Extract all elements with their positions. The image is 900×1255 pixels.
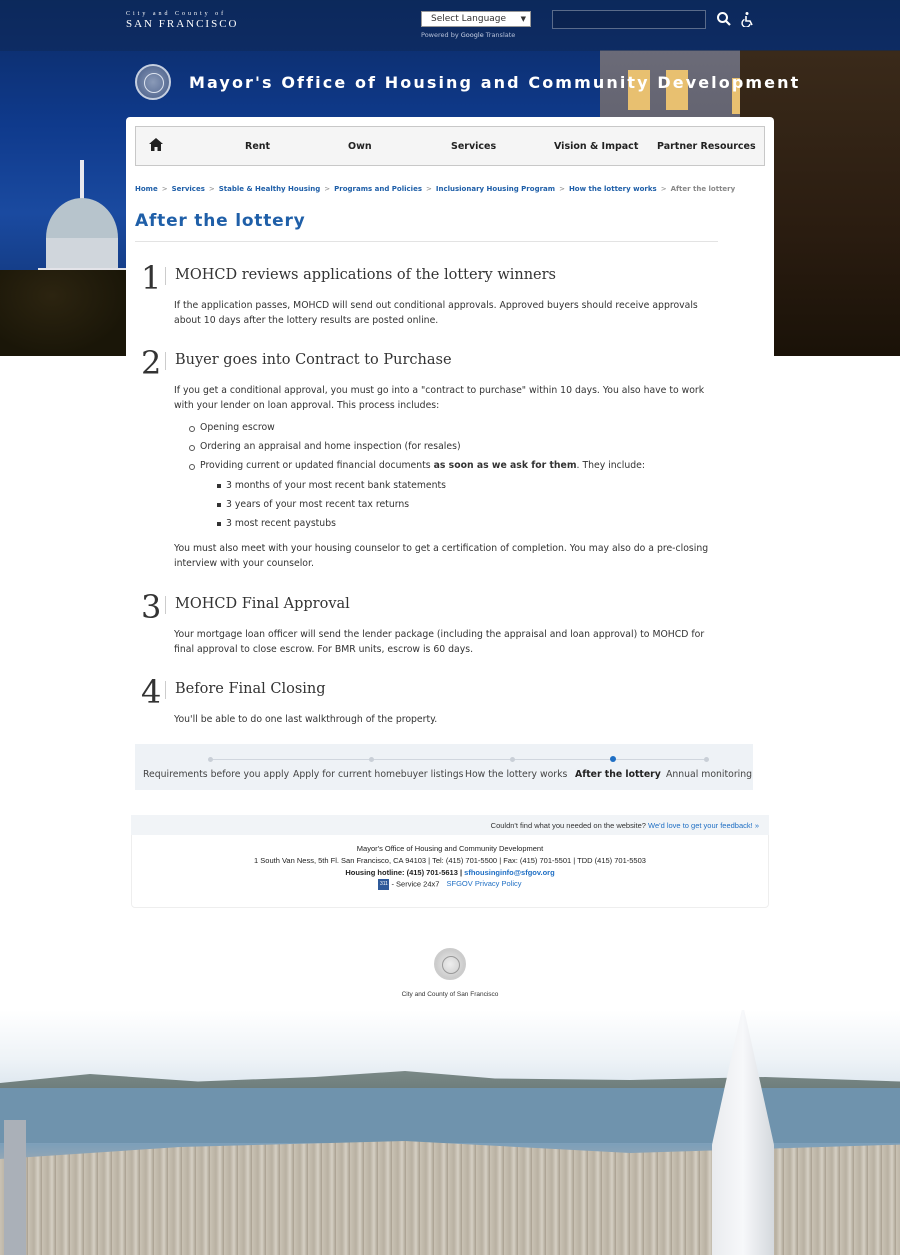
bullet3-bold: as soon as we ask for them xyxy=(433,460,577,471)
footer-hotline-line xyxy=(131,868,769,877)
step-4-heading: Before Final Closing xyxy=(175,681,326,697)
nav-own[interactable]: Own xyxy=(348,141,372,152)
breadcrumb-separator: > xyxy=(161,185,168,193)
breadcrumb-separator: > xyxy=(324,185,331,193)
page-title: After the lottery xyxy=(135,211,306,231)
step-divider xyxy=(165,352,166,370)
footer-email-link[interactable]: sfhousinginfo@sfgov.org xyxy=(464,868,555,877)
stepper-apply-listings[interactable]: Apply for current homebuyer listings xyxy=(293,769,464,780)
breadcrumb-programs-policies[interactable]: Programs and Policies xyxy=(334,185,422,193)
step-3-number: 3 xyxy=(141,588,162,626)
hero-trees xyxy=(0,270,130,356)
step-1-heading: MOHCD reviews applications of the lottery winners xyxy=(175,267,557,283)
process-stepper xyxy=(135,744,753,790)
language-select[interactable] xyxy=(421,11,531,27)
breadcrumb-home[interactable]: Home xyxy=(135,185,158,193)
step-1-text: If the application passes, MOHCD will send out conditional approvals. Approved buyers should receive approvals about 10 days after the lottery results are posted online. xyxy=(174,300,698,326)
step-3-text: Your mortgage loan officer will send the lender package (including the appraisal and loan approval) to MOHCD for final approval to close escrow. For BMR units, escrow is 60 days. xyxy=(174,629,705,655)
sub-list-item: 3 most recent paystubs xyxy=(226,518,336,529)
stepper-how-lottery-works[interactable]: How the lottery works xyxy=(465,769,568,780)
list-item xyxy=(200,460,645,471)
feedback-text xyxy=(491,821,759,830)
footer-service-line xyxy=(131,879,769,890)
step-divider xyxy=(165,267,166,285)
footer-hotline: Housing hotline: (415) 701-5613 | xyxy=(345,868,463,877)
accessibility-icon[interactable] xyxy=(740,11,756,27)
breadcrumb-separator: > xyxy=(660,185,667,193)
bullet3-pre: Providing current or updated financial documents xyxy=(200,460,434,471)
list-item: Opening escrow xyxy=(200,422,275,433)
step-2-text-2: You must also meet with your housing counselor to get a certification of completion. You may also do a pre-closing interview with your counselor. xyxy=(174,543,709,569)
feedback-question: Couldn't find what you needed on the website? xyxy=(490,821,646,830)
sf-logo[interactable] xyxy=(126,11,239,30)
logo-big-text: SAN FRANCISCO xyxy=(126,18,239,30)
311-icon[interactable]: 311 xyxy=(378,879,389,890)
breadcrumb-current: After the lottery xyxy=(670,185,736,193)
stepper-dot[interactable] xyxy=(208,757,213,762)
san-francisco-skyline-image xyxy=(0,1010,900,1255)
skyline-tower xyxy=(4,1120,26,1255)
search-icon[interactable] xyxy=(716,11,732,27)
stepper-dot-active[interactable] xyxy=(610,756,616,762)
footer-privacy-link[interactable]: SFGOV Privacy Policy xyxy=(446,879,522,889)
nav-rent[interactable]: Rent xyxy=(245,141,271,152)
powered-by-label: Powered by xyxy=(421,31,459,39)
stepper-requirements[interactable]: Requirements before you apply xyxy=(143,769,290,780)
title-divider xyxy=(135,241,718,242)
footer-city-name: City and County of San Francisco xyxy=(401,991,499,998)
bullet3-post: . They include: xyxy=(576,460,646,471)
nav-services[interactable]: Services xyxy=(451,141,497,152)
transamerica-pyramid xyxy=(712,1010,774,1255)
chevron-down-icon: ▼ xyxy=(520,15,526,23)
stepper-annual-monitoring[interactable]: Annual monitoring xyxy=(666,769,753,780)
breadcrumb-separator: > xyxy=(426,185,432,193)
step-4-text: You'll be able to do one last walkthrough of the property. xyxy=(174,714,438,725)
breadcrumb-stable-healthy-housing[interactable]: Stable & Healthy Housing xyxy=(218,185,321,193)
step-3-heading: MOHCD Final Approval xyxy=(175,596,350,612)
office-title[interactable]: Mayor's Office of Housing and Community Development xyxy=(189,73,801,92)
logo-small-text: City and County of xyxy=(126,11,227,17)
stepper-track xyxy=(210,759,707,760)
breadcrumb-how-lottery-works[interactable]: How the lottery works xyxy=(568,185,657,193)
language-select-value: Select Language xyxy=(431,14,507,24)
breadcrumb xyxy=(135,185,735,193)
translate-link[interactable]: Translate xyxy=(485,31,516,39)
stepper-after-lottery[interactable]: After the lottery xyxy=(575,769,661,780)
footer-service: - Service 24x7 xyxy=(391,879,440,889)
search-input[interactable] xyxy=(552,10,706,29)
sf-seal-icon xyxy=(135,64,171,100)
footer-org: Mayor's Office of Housing and Community Development xyxy=(356,844,544,853)
step-4-number: 4 xyxy=(141,673,162,711)
step-2-heading: Buyer goes into Contract to Purchase xyxy=(175,352,452,368)
step-2-number: 2 xyxy=(141,344,162,382)
breadcrumb-services[interactable]: Services xyxy=(171,185,205,193)
step-1-number: 1 xyxy=(141,259,162,297)
main-nav xyxy=(135,126,765,166)
home-icon[interactable] xyxy=(136,138,176,151)
sf-seal-footer-icon xyxy=(434,948,466,980)
list-item: Ordering an appraisal and home inspection (for resales) xyxy=(200,441,461,452)
breadcrumb-separator: > xyxy=(208,185,215,193)
step-2-text: If you get a conditional approval, you must go into a "contract to purchase" within 10 days. You also have to work with your lender on loan approval. This process includes: xyxy=(174,385,705,411)
footer-address: 1 South Van Ness, 5th Fl. San Francisco, CA 94103 | Tel: (415) 701-5500 | Fax: (415) 701-5501 | TDD (415) 701-5503 xyxy=(254,856,646,865)
sub-list-item: 3 years of your most recent tax returns xyxy=(226,499,410,510)
feedback-link[interactable]: We'd love to get your feedback! » xyxy=(648,821,759,830)
nav-vision-impact[interactable]: Vision & Impact xyxy=(554,141,639,152)
stepper-dot[interactable] xyxy=(369,757,374,762)
powered-by-google xyxy=(421,31,515,39)
stepper-dot[interactable] xyxy=(704,757,709,762)
step-divider xyxy=(165,681,166,699)
breadcrumb-inclusionary-housing[interactable]: Inclusionary Housing Program xyxy=(435,185,556,193)
step-divider xyxy=(165,596,166,614)
nav-partner-resources[interactable]: Partner Resources xyxy=(657,141,756,152)
stepper-dot[interactable] xyxy=(510,757,515,762)
sub-list-item: 3 months of your most recent bank statements xyxy=(226,480,447,491)
breadcrumb-separator: > xyxy=(559,185,565,193)
google-label: Google xyxy=(460,31,484,39)
